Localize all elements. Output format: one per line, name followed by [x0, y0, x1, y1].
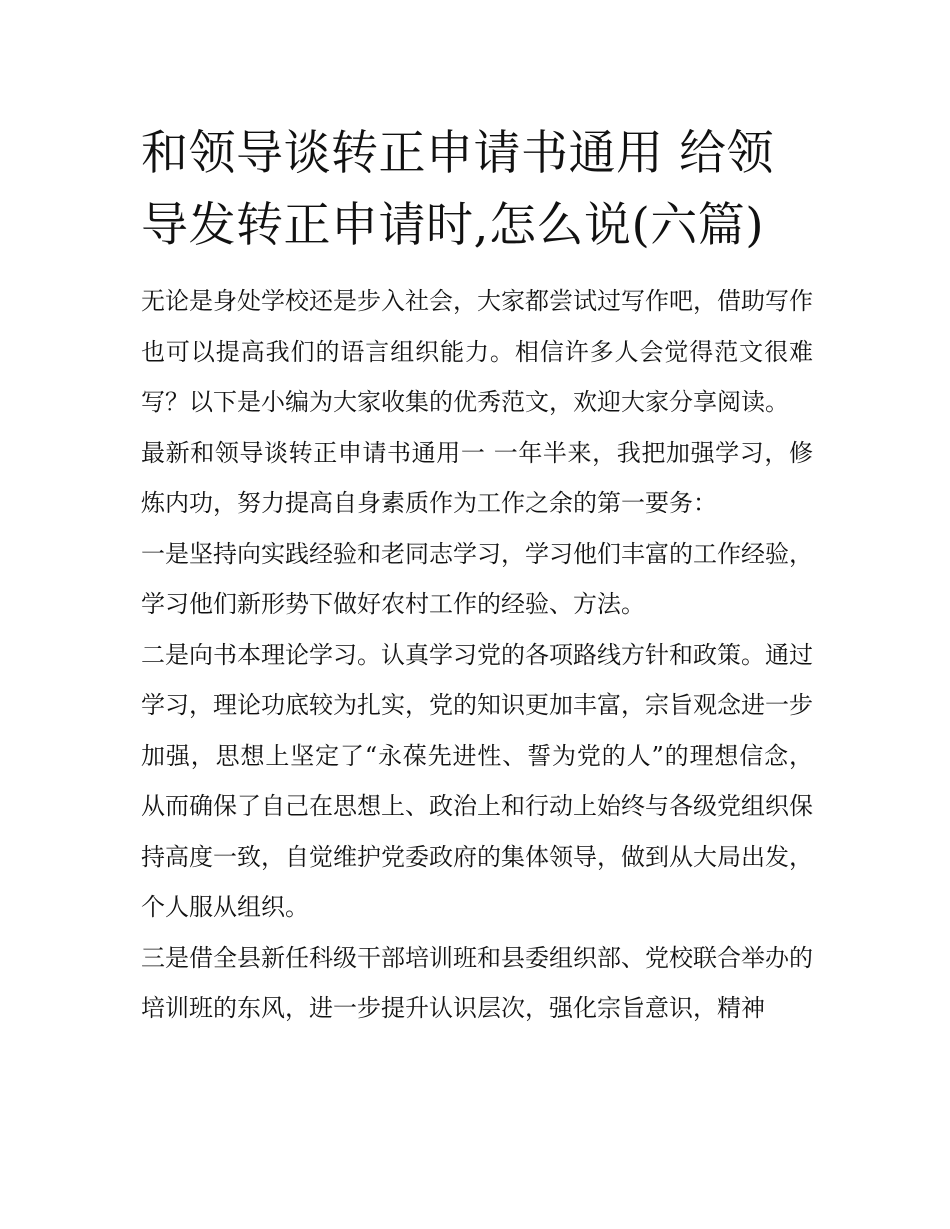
point-two-paragraph: 二是向书本理论学习。认真学习党的各项路线方针和政策。通过学习，理论功底较为扎实，党的知识更加丰富，宗旨观念进一步加强，思想上坚定了“永葆先进性、誓为党的人”的理想信念，从而确保了自己在思想上、政治上和行动上始终与各级党组织保持高度一致，自觉维护党委政府的集体领导，做到从大局出发，个人服从组织。	[141, 640, 813, 921]
document-body	[141, 118, 813, 1034]
point-three-paragraph: 三是借全县新任科级干部培训班和县委组织部、党校联合举办的培训班的东风，进一步提升认识层次，强化宗旨意识，精神	[141, 943, 813, 1022]
section-one-paragraph: 最新和领导谈转正申请书通用一 一年半来，我把加强学习，修炼内功，努力提高自身素质作为工作之余的第一要务：	[141, 438, 813, 517]
intro-paragraph: 无论是身处学校还是步入社会，大家都尝试过写作吧，借助写作也可以提高我们的语言组织能力。相信许多人会觉得范文很难写？以下是小编为大家收集的优秀范文，欢迎大家分享阅读。	[141, 287, 813, 416]
document-title: 和领导谈转正申请书通用 给领导发转正申请时,怎么说(六篇)	[141, 126, 774, 253]
point-one-paragraph: 一是坚持向实践经验和老同志学习，学习他们丰富的工作经验，学习他们新形势下做好农村工作的经验、方法。	[141, 539, 813, 618]
